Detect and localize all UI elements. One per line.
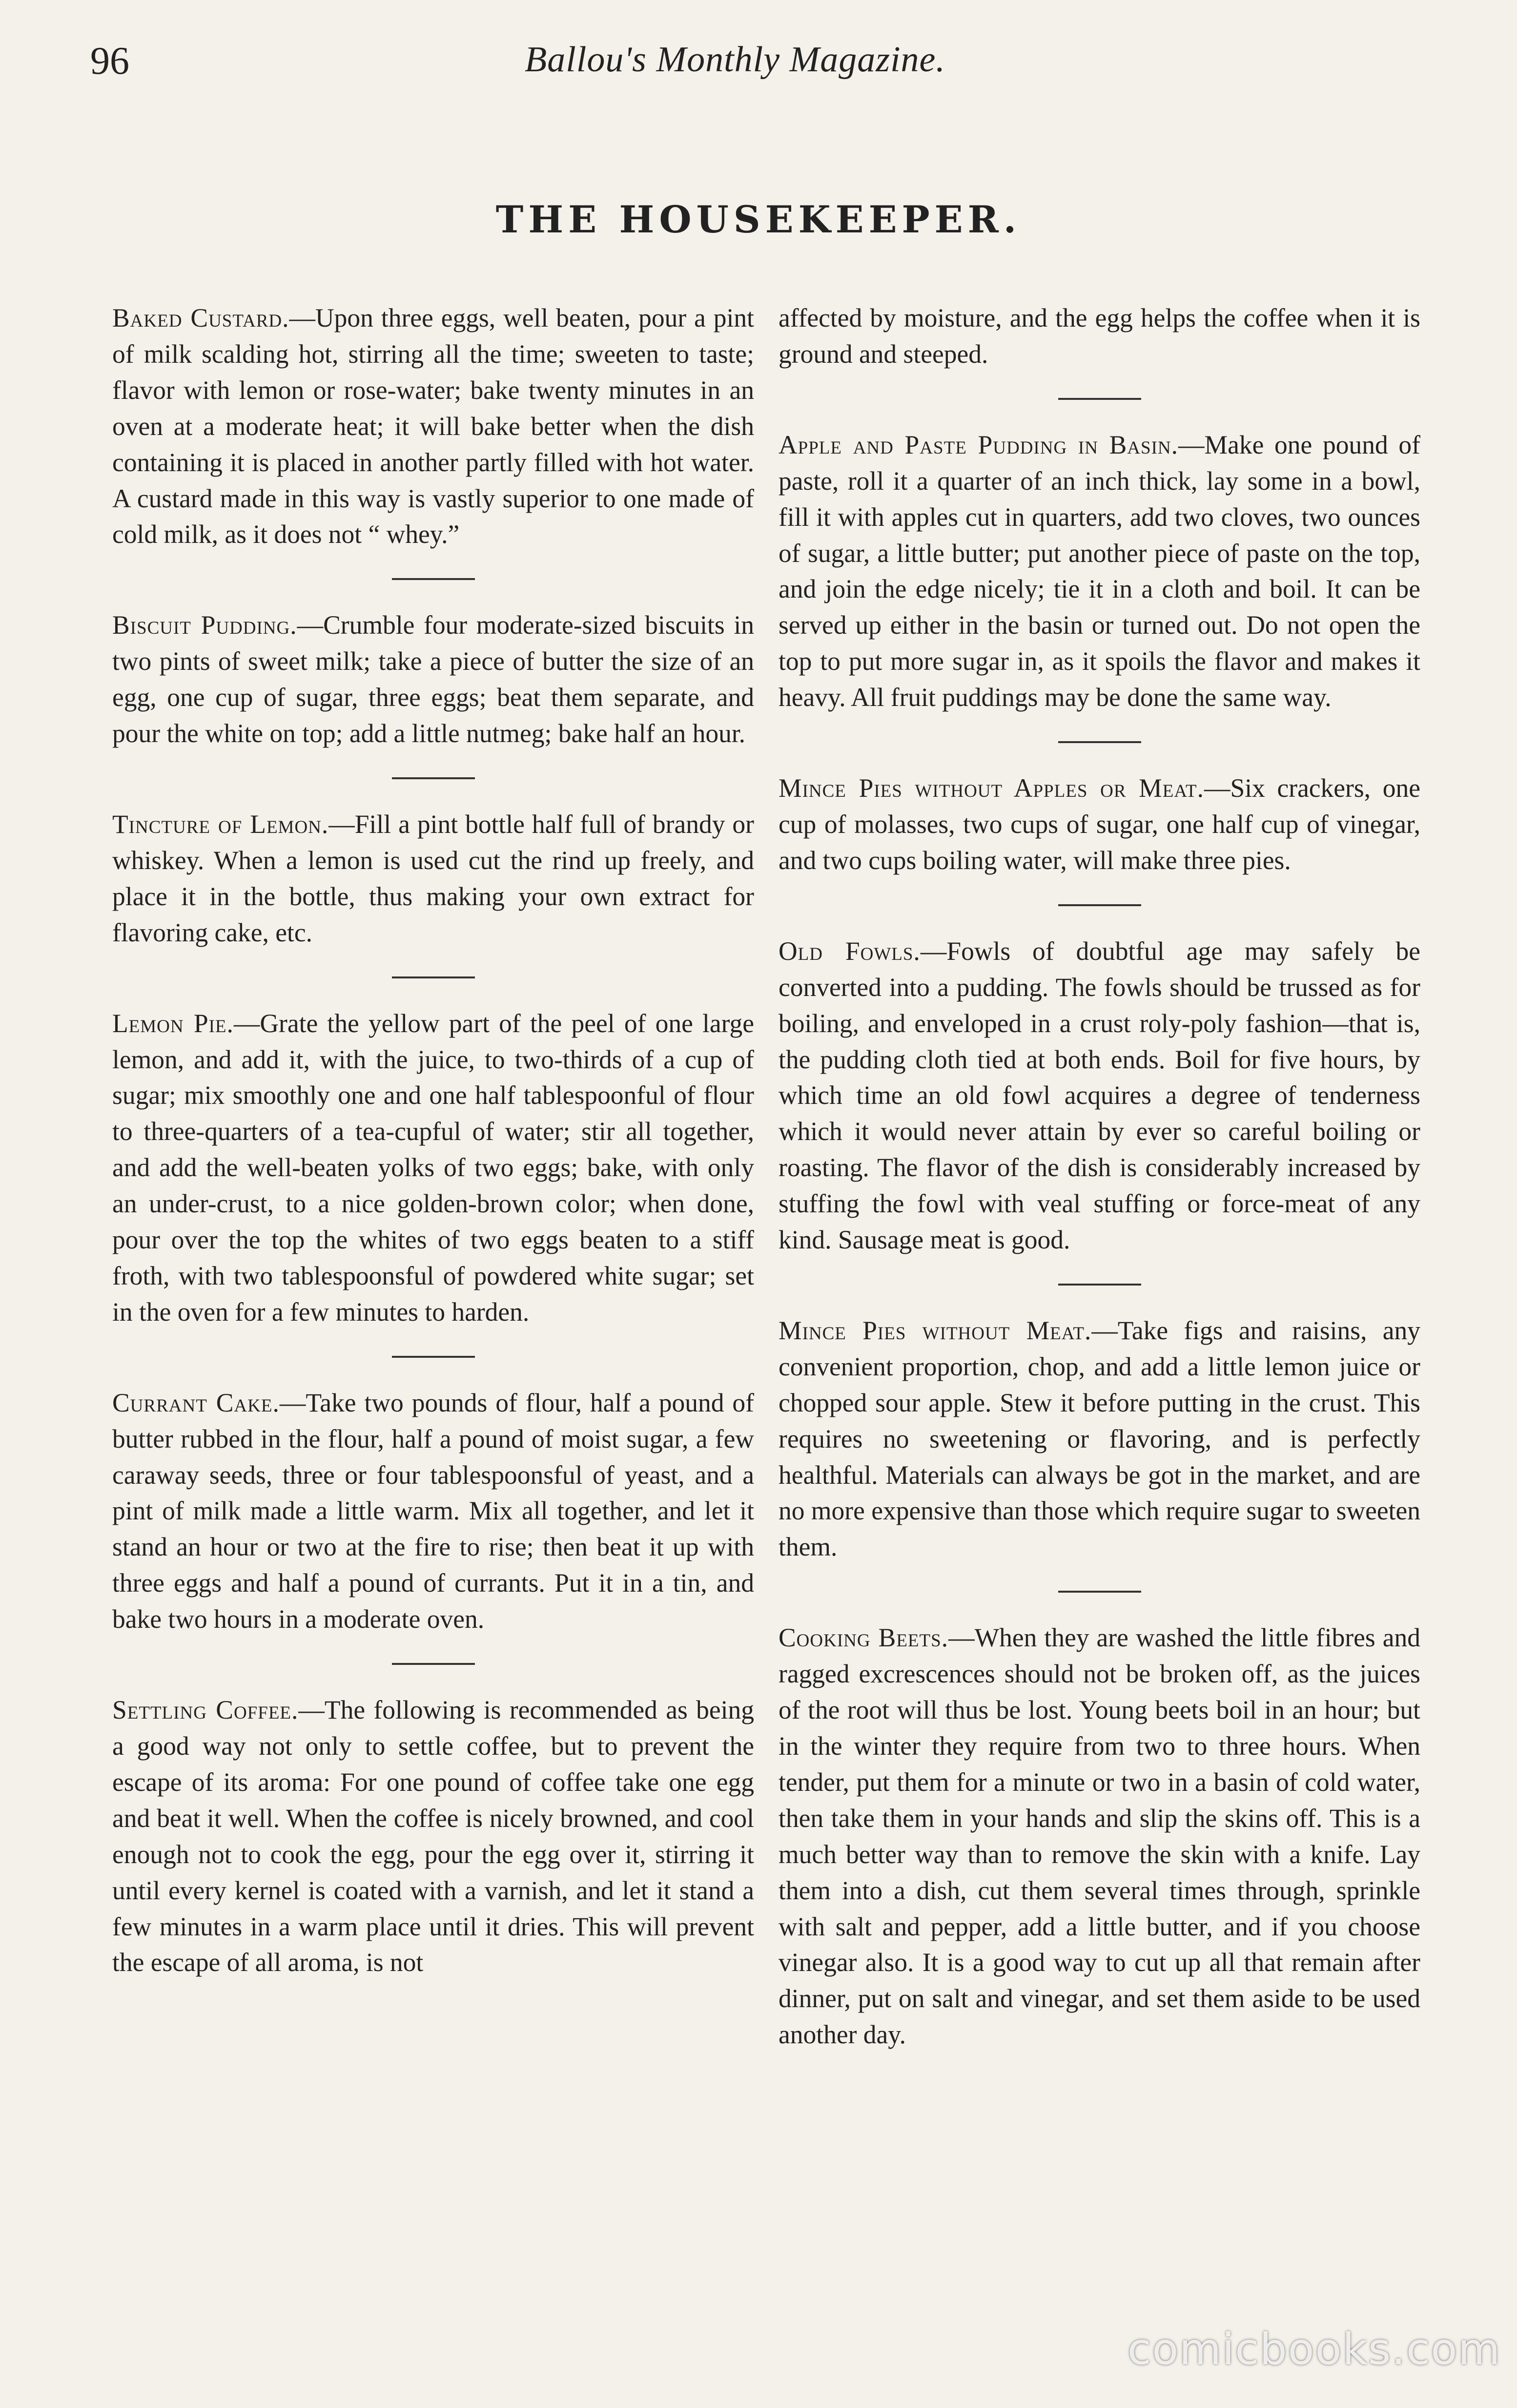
divider-rule: [1058, 904, 1141, 906]
article-title: Lemon Pie.: [112, 1008, 234, 1038]
article-title: Baked Custard.: [112, 303, 289, 332]
article-body: —Crumble four moderate-sized biscuits in two pints of sweet milk; take a piece of butter the size of an egg, one cup of sugar, three eggs; beat them separate, and pour the white on top; add a little nutmeg; bake half an hour.: [112, 610, 754, 748]
page-number: 96: [90, 40, 129, 83]
divider-rule: [392, 578, 475, 580]
divider-rule: [392, 777, 475, 779]
article-title: Cooking Beets.: [779, 1623, 949, 1653]
running-head: Ballou's Monthly Magazine.: [525, 40, 945, 80]
article-continuation: affected by moisture, and the egg helps the coffee when it is ground and steeped.: [779, 303, 1420, 369]
article-mince-pies-no-apples: [779, 770, 1420, 879]
article-body: —Take two pounds of flour, half a pound of butter rubbed in the flour, half a pound of moist sugar, a few caraway seeds, three or four tablespoonsful of yeast, and a pint of milk made a little warm. Mix all together, and let it stand an hour or two at the fire to rise; then beat it up with three eggs and half a pound of currants. Put it in a tin, and bake two hours in a moderate oven.: [112, 1388, 754, 1634]
article-title: Mince Pies without Meat.: [779, 1315, 1092, 1345]
article-body: —Fill a pint bottle half full of brandy or whiskey. When a lemon is used cut the rind up freely, and place it in the bottle, thus making your own extract for flavoring cake, etc.: [112, 809, 755, 947]
article-biscuit-pudding: [112, 607, 754, 752]
article-mince-pies-no-meat: [779, 1313, 1420, 1565]
article-title: Tincture of Lemon.: [112, 809, 329, 839]
article-cooking-beets: [779, 1620, 1420, 2053]
article-body: —Grate the yellow part of the peel of one large lemon, and add it, with the juice, to two-thirds of a cup of sugar; mix smoothly one and one half tablespoonful of flour to three-quarters of a tea-cupful of water; stir all together, and add the well-beaten yolks of two eggs; bake, with only an under-crust, to a nice golden-brown color; when done, pour over the top the whites of two eggs beaten to a stiff froth, with two tablespoonsful of powdered white sugar; set in the oven for a few minutes to harden.: [112, 1008, 754, 1327]
divider-rule: [392, 976, 475, 978]
article-title: Biscuit Pudding.: [112, 610, 297, 640]
article-body: —The following is recommended as being a good way not only to settle coffee, but to prevent the escape of its aroma: For one pound of coffee take one egg and beat it well. When the coffee is nicely browned, and cool enough not to cook the egg, pour the egg over it, stirring it until every kernel is coated with a varnish, and let it stand a few minutes in a warm place until it dries. This will prevent the escape of all aroma, is not: [112, 1695, 754, 1977]
article-currant-cake: [112, 1385, 754, 1638]
divider-rule: [1058, 1284, 1141, 1286]
page-header: [0, 34, 1517, 93]
article-baked-custard: [112, 300, 754, 553]
article-body: —Make one pound of paste, roll it a quarter of an inch thick, lay some in a bowl, fill it with apples cut in quarters, add two cloves, two ounces of sugar, a little butter; put another piece of paste on the top, and join the edge nicely; tie it in a cloth and boil. It can be served up either in the basin or turned out. Do not open the top to put more sugar in, as it spoils the flavor and makes it heavy. All fruit puddings may be done the same way.: [779, 430, 1421, 712]
article-title: Mince Pies without Apples or Meat.: [779, 773, 1204, 803]
article-title: Currant Cake.: [112, 1388, 280, 1417]
article-body: —Six crackers, one cup of molasses, two cups of sugar, one half cup of vinegar, and two cups boiling water, will make three pies.: [779, 773, 1420, 875]
divider-rule: [1058, 398, 1141, 400]
article-title: Settling Coffee.: [112, 1695, 299, 1725]
article-tincture-of-lemon: [112, 807, 754, 951]
article-lemon-pie: [112, 1006, 754, 1330]
divider-rule: [1058, 1591, 1141, 1593]
article-body: —Fowls of doubtful age may safely be converted into a pudding. The fowls should be trussed as for boiling, and enveloped in a crust roly-poly fashion—that is, the pudding cloth tied at both ends. Boil for five hours, by which time an old fowl acquires a degree of tenderness which it would never attain by ever so careful boiling or roasting. The flavor of the dish is considerably increased by stuffing the fowl with veal stuffing or force-meat of any kind. Sausage meat is good.: [779, 936, 1420, 1255]
article-title: Old Fowls.: [779, 936, 921, 966]
divider-rule: [392, 1356, 475, 1358]
article-old-fowls: [779, 934, 1420, 1258]
article-title: Apple and Paste Pudding in Basin.: [779, 430, 1179, 459]
watermark: comicbooks.com: [1128, 2324, 1501, 2374]
divider-rule: [1058, 741, 1141, 743]
article-body: —When they are washed the little fibres and ragged excrescences should not be broken off, as the juices of the root will thus be lost. Young beets boil in an hour; but in the winter they require from two to three hours. When tender, put them for a minute or two in a basin of cold water, then take them in your hands and slip the skins off. This is a much better way than to remove the skin with a knife. Lay them into a dish, cut them several times through, sprinkle with salt and pepper, add a little butter, and if you choose vinegar also. It is a good way to cut up all that remain after dinner, put on salt and vinegar, and set them aside to be used another day.: [779, 1623, 1420, 2050]
right-column: [779, 300, 1420, 2053]
left-column: [112, 300, 754, 1981]
article-apple-paste-pudding: [779, 427, 1420, 716]
article-body: —Upon three eggs, well beaten, pour a pint of milk scalding hot, stirring all the time; sweeten to taste; flavor with lemon or rose-water; bake twenty minutes in an oven at a moderate heat; it will bake better when the dish containing it is placed in another partly filled with hot water. A custard made in this way is vastly superior to one made of cold milk, as it does not “ whey.”: [112, 303, 755, 549]
divider-rule: [392, 1663, 475, 1665]
section-title: THE HOUSEKEEPER.: [495, 198, 1022, 241]
article-settling-coffee: [112, 1692, 754, 1981]
article-body: —Take figs and raisins, any convenient proportion, chop, and add a little lemon juice or chopped sour apple. Stew it before putting in the crust. This requires no sweetening or flavoring, and is perfectly healthful. Materials can always be got in the market, and are no more expensive than those which require sugar to sweeten them.: [779, 1315, 1420, 1562]
